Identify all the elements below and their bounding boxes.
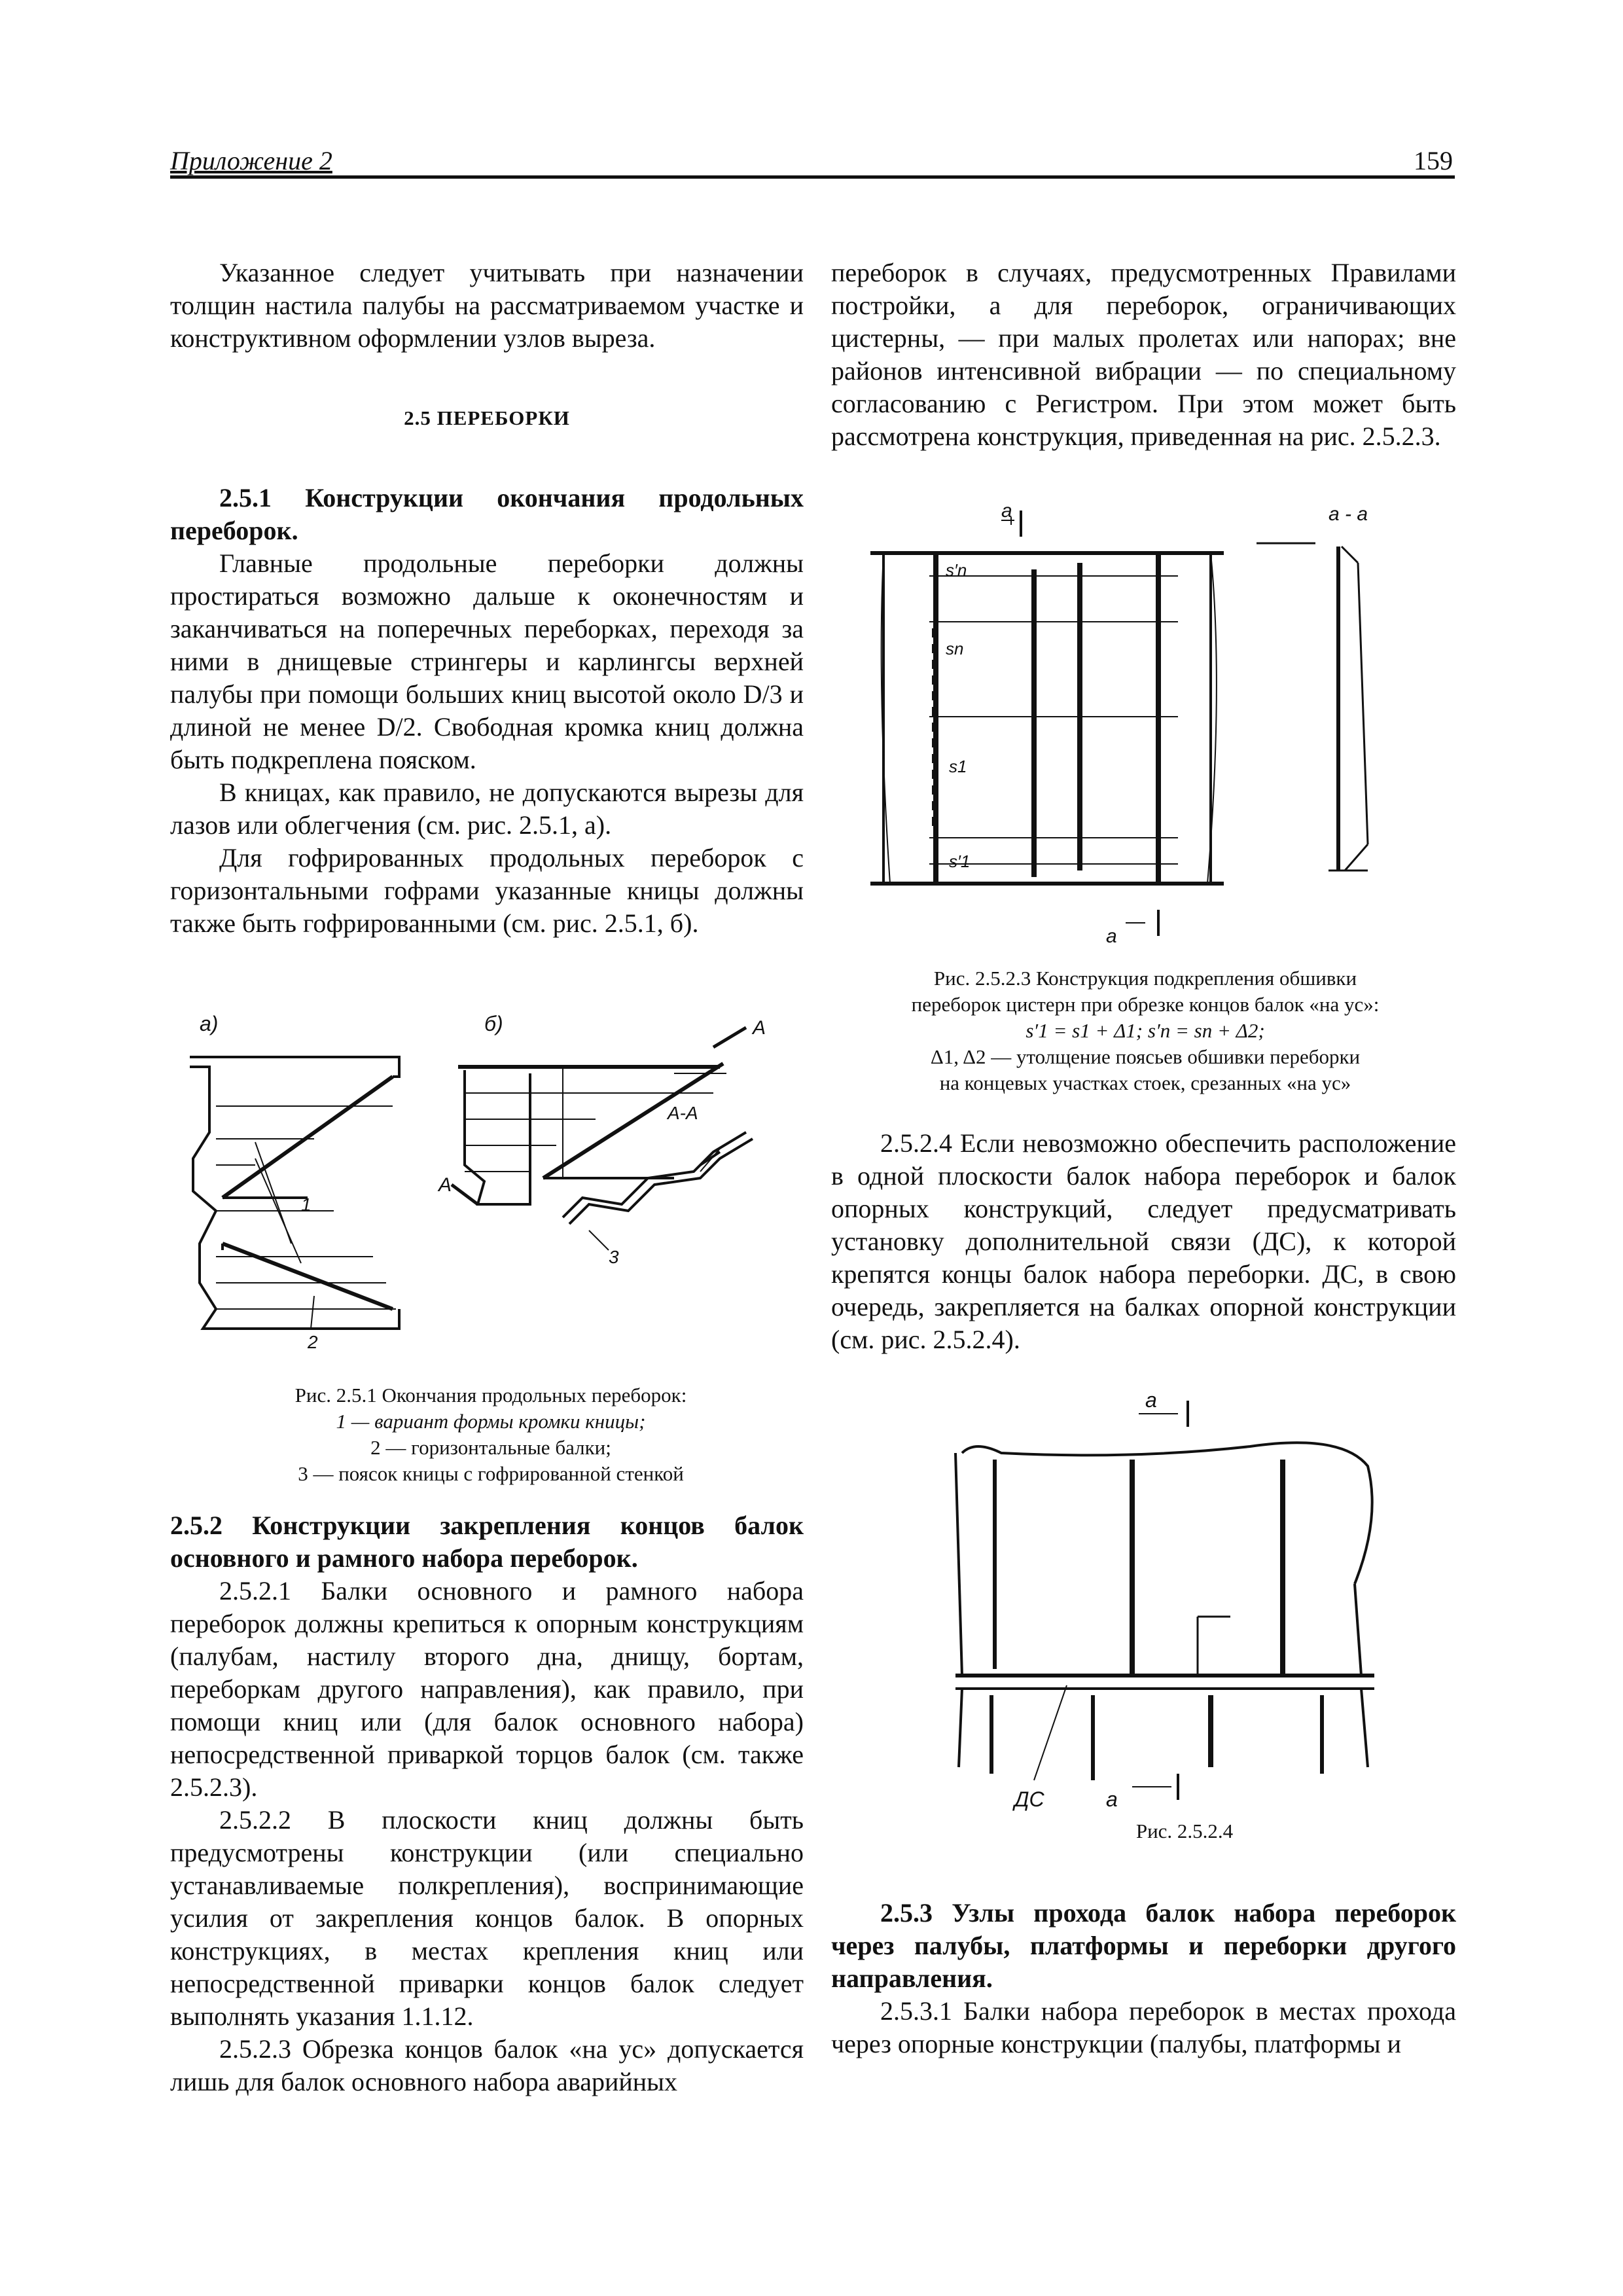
figure-2-5-1-caption (229, 1382, 753, 1487)
paragraph: Главные продольные переборки должны простираться возможно дальше к оконечностям и заканчиваться на поперечных переборках, переходя за ними в днищевые стрингеры и карлингсы верхней палубы при помощи больших книц высотой около D/3 и длиной не менее D/2. Свободная кромка книц должна быть подкреплена пояском. (170, 548, 804, 774)
page-header (170, 145, 1453, 178)
section-heading: 2.5 ПЕРЕБОРКИ (404, 406, 570, 429)
fig-label-a: а) (200, 1012, 219, 1035)
label-ds: ДС (1014, 1787, 1044, 1811)
paragraph: Для гофрированных продольных переборок с горизонтальными гофрами указанные кницы должны также быть гофрированными (см. рис. 2.5.1, б). (170, 843, 804, 938)
section-mark-a-top: A (753, 1017, 766, 1039)
figure-2-5-2-4-caption (1041, 1818, 1329, 1844)
caption-line: на концевых участках стоек, срезанных «на ус» (939, 1071, 1351, 1094)
fig-label-b: б) (484, 1012, 503, 1035)
paragraph-2-5-2-2: 2.5.2.2 В плоскости книц должны быть предусмотрены конструкции (или специально устанавливаемые полкрепления), воспринимающие усилия от закрепления концов балок. В опорных конструкциях, в местах крепления книц или непосредственной приварки концов балок следует выполнять указания 1.1.12. (170, 1805, 804, 2031)
figure-2-5-2-4 (936, 1388, 1420, 1811)
section-label-a-a: А-А (668, 1103, 698, 1123)
left-column-bottom (170, 1509, 804, 2098)
section-mark-a-bottom: A (438, 1174, 452, 1196)
caption-line: Рис. 2.5.2.3 Конструкция подкрепления обшивки (933, 967, 1357, 990)
figure-2-5-2-3-caption (844, 965, 1446, 1096)
heading-2-5-2: 2.5.2 Конструкции закрепления концов балок основного и рамного набора переборок. (170, 1511, 804, 1573)
right-column-bottom (831, 1897, 1456, 2060)
fig-label-3: 3 (609, 1247, 619, 1267)
paragraph-continued: переборок в случаях, предусмотренных Правилами постройки, а для переборок, ограничивающих цистерны, — при малых пролетах или напорах; вне районов интенсивной вибрации — по специальному согласованию с Регистром. При этом может быть рассмотрена конструкция, приведенная на рис. 2.5.2.3. (831, 258, 1456, 451)
left-column-top (170, 257, 804, 940)
caption-line: Рис. 2.5.1 Окончания продольных переборок: (294, 1384, 687, 1407)
heading-2-5-3: 2.5.3 Узлы прохода балок набора переборок через палубы, платформы и переборки другого направления. (831, 1898, 1456, 1993)
caption-line: s′1 = s1 + Δ1; s′n = sn + Δ2; (1026, 1019, 1265, 1042)
section-mark-a-top: а (1001, 500, 1012, 522)
caption-line: 1 — вариант формы кромки кницы; (336, 1410, 646, 1433)
figure-2-5-1 (177, 1001, 798, 1368)
caption-line: Рис. 2.5.2.4 (1135, 1820, 1234, 1842)
label-s1-prime: s′1 (949, 852, 971, 871)
right-column-top (831, 257, 1456, 453)
paragraph-2-5-3-1: 2.5.3.1 Балки набора переборок в местах прохода через опорные конструкции (палубы, платформы и (831, 1996, 1456, 2058)
intro-paragraph: Указанное следует учитывать при назначении толщин настила палубы на рассматриваемом участке и конструктивном оформлении узлов выреза. (170, 258, 804, 353)
fig-label-1: 1 (301, 1194, 312, 1215)
section-mark-a-bottom: а (1106, 925, 1117, 947)
paragraph-2-5-2-4: 2.5.2.4 Если невозможно обеспечить расположение в одной плоскости балок набора переборок и балок опорных конструкций, следует предусматривать установку дополнительной связи (ДС), к которой крепятся концы балок набора переборки. ДС, в свою очередь, закрепляется на балках опорной конструкции (см. рис. 2.5.2.4). (831, 1128, 1456, 1354)
fig-label-2: 2 (308, 1332, 318, 1352)
label-sn: sn (946, 639, 964, 658)
caption-line: Δ1, Δ2 — утолщение поясьев обшивки переборки (930, 1045, 1361, 1068)
figure-2-5-2-3 (870, 491, 1433, 949)
right-column-middle (831, 1127, 1456, 1356)
section-label-a-a: а - а (1329, 503, 1368, 525)
label-sn-prime: s′n (946, 560, 967, 580)
paragraph: В кницах, как правило, не допускаются вырезы для лазов или облегчения (см. рис. 2.5.1, а). (170, 778, 804, 840)
heading-2-5-1: 2.5.1 Конструкции окончания продольных переборок. (170, 483, 804, 545)
label-s1: s1 (949, 757, 967, 776)
paragraph-2-5-2-1: 2.5.2.1 Балки основного и рамного набора переборок должны крепиться к опорным конструкциям (палубам, настилу второго дна, днищу, бортам, переборкам другого направления), как правило, при помощи книц или (для балок основного набора) непосредственной приваркой торцов балок (см. также 2.5.2.3). (170, 1576, 804, 1802)
caption-line: 3 — поясок кницы с гофрированной стенкой (298, 1462, 684, 1485)
section-mark-a-top: а (1145, 1388, 1157, 1412)
paragraph-2-5-2-3: 2.5.2.3 Обрезка концов балок «на ус» допускается лишь для балок основного набора аварийных (170, 2034, 804, 2096)
caption-line: 2 — горизонтальные балки; (370, 1436, 611, 1459)
caption-line: переборок цистерн при обрезке концов балок «на ус»: (911, 993, 1380, 1016)
section-mark-a-bottom: а (1106, 1787, 1118, 1811)
header-rule (170, 175, 1455, 179)
page-number: 159 (1414, 146, 1453, 175)
running-title: Приложение 2 (170, 146, 332, 175)
